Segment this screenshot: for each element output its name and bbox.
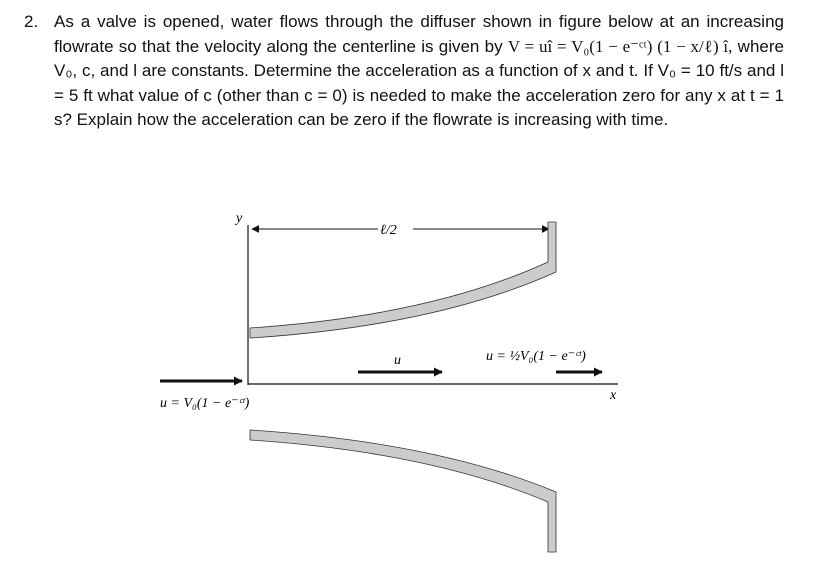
velocity-equation: V = uî = V₀(1 − e⁻ᶜᵗ) (1 − x/ℓ) î, — [507, 36, 733, 56]
mid-velocity-label: u — [394, 353, 401, 368]
dimension-label: ℓ/2 — [380, 223, 397, 238]
outlet-velocity-label: u = ½V₀(1 − e⁻ᶜᵗ) — [486, 349, 586, 364]
problem-continuation: where V₀, c, and l are constants. Determine the acceleration as a function of x and t. If V₀ = 10 ft/s and l = 5 ft what value of c (other than c = 0) is needed to make the acceleration zero for any x at t = 1 s? Explain how the acceleration can be zero if the flowrate is increasing with time. — [54, 36, 784, 129]
x-axis-label: x — [610, 388, 617, 403]
problem-number: 2. — [24, 12, 39, 31]
upper-diffuser-wall — [250, 222, 556, 338]
inlet-velocity-label: u = V₀(1 − e⁻ᶜᵗ) — [160, 396, 250, 411]
lower-diffuser-wall — [250, 430, 556, 552]
problem-intro: As a valve is opened, water flows through the diffuser shown in figure below at an increasing flowrate so that the velocity along the centerline is given by — [54, 12, 784, 56]
y-axis-label: y — [236, 211, 243, 226]
